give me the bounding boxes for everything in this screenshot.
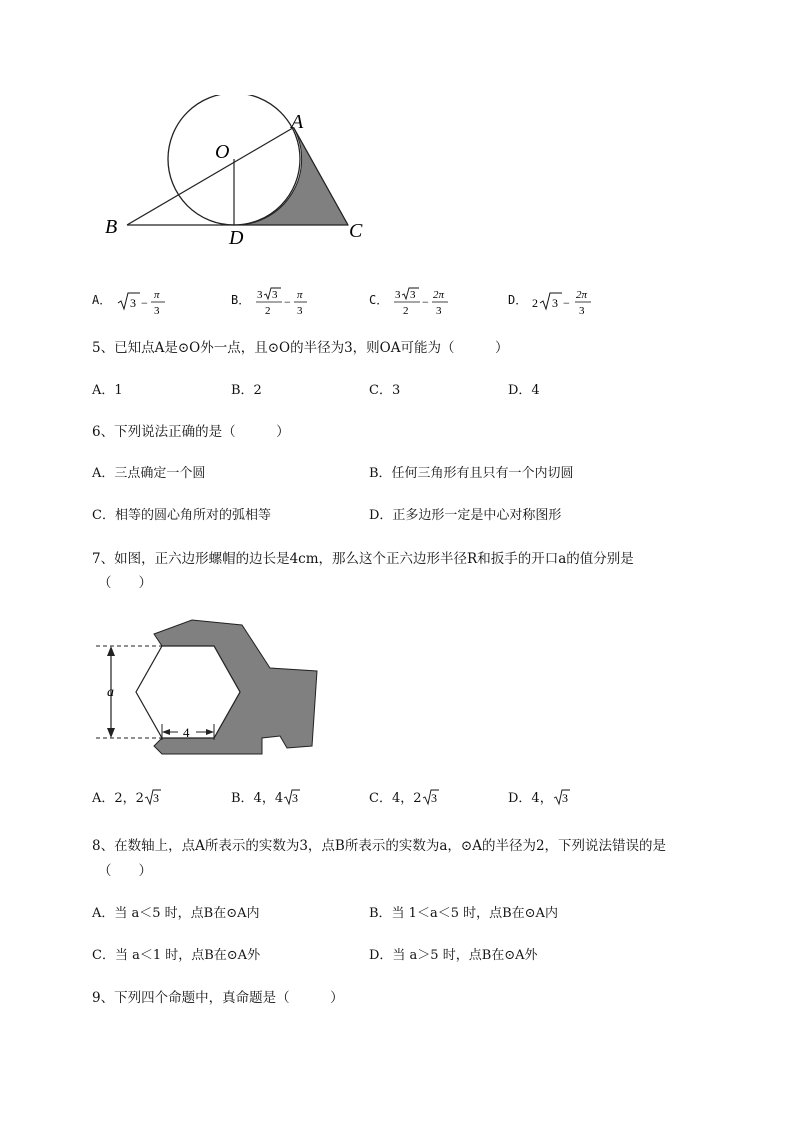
q4-shaded-region (234, 128, 348, 226)
q4-c-den1: 2 (403, 305, 409, 317)
q8-option-c[interactable]: C．当 a＜1 时，点B在⊙A外 (92, 948, 261, 963)
q7-option-c-sqrt (422, 787, 440, 807)
q7-label-4: 4 (183, 725, 190, 740)
q8-option-a[interactable]: A．当 a＜5 时，点B在⊙A内 (92, 906, 260, 921)
q4-option-b-letter: B． (231, 293, 251, 307)
q4-option-c-expr (393, 285, 463, 319)
q6-option-a[interactable]: A．三点确定一个圆 (92, 466, 206, 481)
q4-option-a-expr (116, 287, 176, 319)
q4-c-coef: 3 (395, 289, 401, 301)
q4-label-D: D (229, 227, 244, 249)
q4-d-minus: − (563, 296, 570, 310)
q4-option-d-letter: D． (508, 293, 528, 307)
q7-option-c-text: C．4，2 (369, 791, 422, 806)
q4-b-root: 3 (272, 289, 278, 301)
q4-a-num: π (154, 289, 160, 301)
svg-text:3: 3 (430, 791, 437, 805)
q4-c-num: 2π (433, 289, 445, 301)
q7-stem-line2: （ ） (98, 575, 152, 591)
q9-stem: 9、下列四个命题中，真命题是（ ） (92, 990, 344, 1006)
q7-option-a-text: A．2，2 (92, 791, 144, 806)
q7-stem-line1: 7、如图，正六边形螺帽的边长是4cm，那么这个正六边形半径R和扳手的开口a的值分别是 (92, 551, 634, 567)
q4-option-b-expr (255, 285, 325, 319)
q4-option-c-letter: C． (369, 293, 389, 307)
svg-text:3: 3 (152, 791, 159, 805)
q5-option-b[interactable]: B．2 (231, 383, 262, 398)
q8-option-d[interactable]: D．当 a＞5 时，点B在⊙A外 (369, 948, 538, 963)
q4-b-num: π (297, 289, 303, 301)
q7-option-b[interactable] (231, 787, 301, 809)
q4-d-den: 3 (579, 305, 585, 317)
q6-option-b[interactable]: B．任何三角形有且只有一个内切圆 (369, 466, 574, 481)
q4-d-root: 3 (552, 296, 558, 310)
q4-a-den: 3 (154, 305, 160, 317)
q6-option-c[interactable]: C．相等的圆心角所对的弧相等 (92, 508, 271, 523)
q4-d-num: 2π (576, 289, 588, 301)
q4-d-coef: 2 (532, 296, 538, 310)
svg-text:3: 3 (292, 791, 299, 805)
q5-option-a[interactable]: A．1 (92, 383, 123, 398)
q4-option-a-letter: A． (92, 293, 112, 307)
q4-c-minus: − (422, 295, 429, 309)
q4-figure (95, 95, 385, 250)
q7-option-d[interactable] (508, 787, 571, 809)
q4-label-B: B (105, 216, 118, 238)
q7-option-d-text: D．4， (508, 791, 553, 806)
q4-b-den: 3 (297, 305, 303, 317)
q7-option-c[interactable] (369, 787, 440, 809)
q6-stem: 6、下列说法正确的是（ ） (92, 424, 290, 440)
q6-option-d[interactable]: D．正多边形一定是中心对称图形 (369, 508, 562, 523)
q4-c-den: 3 (436, 305, 442, 317)
q8-option-b[interactable]: B．当 1＜a＜5 时，点B在⊙A内 (369, 906, 558, 921)
q4-label-A: A (291, 111, 304, 133)
q7-option-b-sqrt (283, 787, 301, 807)
q4-label-O: O (215, 141, 230, 163)
q4-b-coef: 3 (257, 289, 263, 301)
q5-option-c[interactable]: C．3 (369, 383, 401, 398)
q7-wrench-figure (92, 612, 332, 762)
q4-b-minus: − (284, 295, 291, 309)
q7-option-a-sqrt (144, 787, 162, 807)
q4-a-minus: − (141, 296, 148, 310)
q8-stem-line2: （ ） (98, 863, 152, 879)
q4-line-BA (127, 128, 294, 226)
q8-stem-line1: 8、在数轴上，点A所表示的实数为3，点B所表示的实数为a，⊙A的半径为2，下列说法错误的是 (92, 838, 667, 854)
q4-b-den1: 2 (265, 305, 271, 317)
q5-option-d[interactable]: D．4 (508, 383, 540, 398)
q7-option-b-text: B．4，4 (231, 791, 284, 806)
q7-label-a: a (107, 685, 114, 700)
q7-option-d-sqrt (553, 787, 571, 807)
q4-c-root: 3 (410, 289, 416, 301)
q4-option-d-expr (532, 287, 602, 319)
q4-label-C: C (349, 220, 363, 242)
q4-a-root: 3 (130, 296, 136, 310)
q7-option-a[interactable] (92, 787, 162, 809)
svg-text:3: 3 (561, 791, 568, 805)
q5-stem: 5、已知点A是⊙O外一点，且⊙O的半径为3，则OA可能为（ ） (92, 340, 509, 356)
